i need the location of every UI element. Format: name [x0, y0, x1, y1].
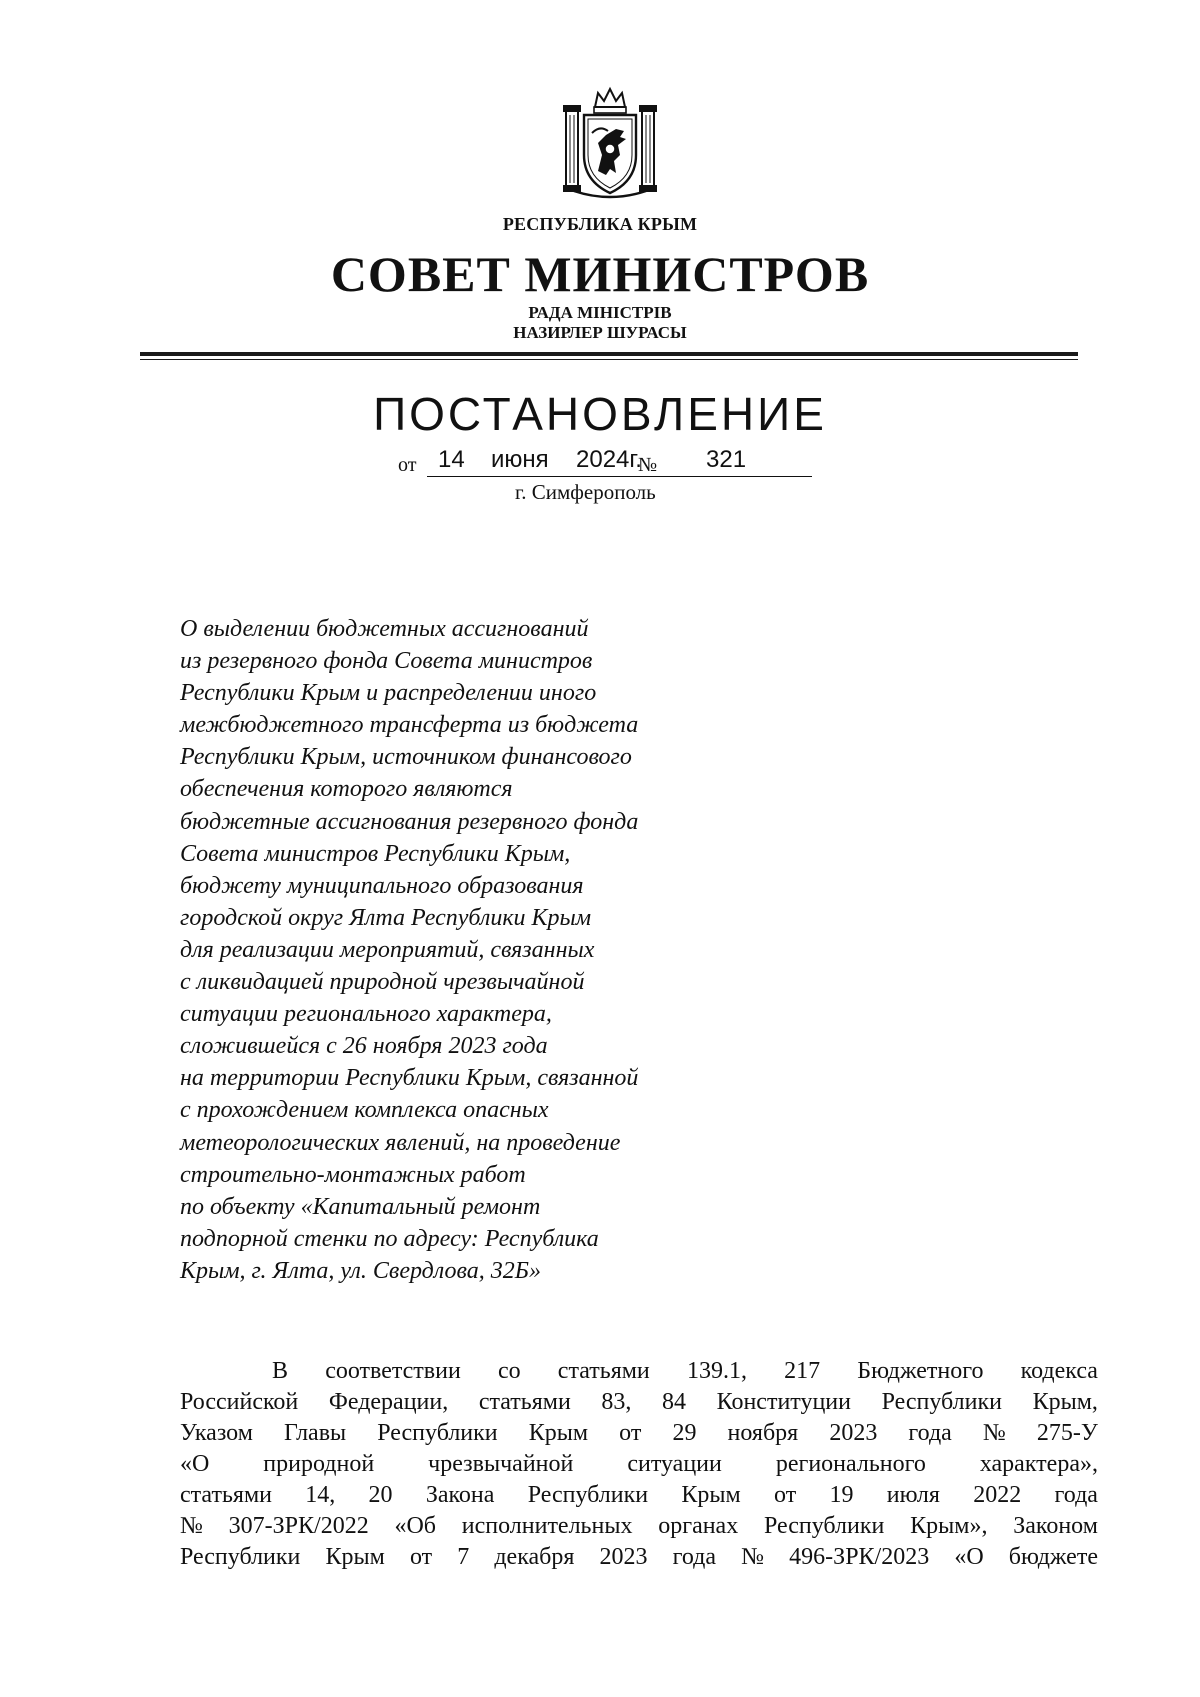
- body-word: Федерации,: [328, 1389, 449, 1415]
- subject-line: обеспечения которого являются: [180, 776, 513, 803]
- body-word: 14,: [305, 1482, 336, 1508]
- body-word: Крым»,: [910, 1513, 988, 1539]
- body-line: [180, 1387, 1098, 1418]
- body-word: «Об: [394, 1513, 436, 1539]
- subject-line: городской округ Ялта Республики Крым: [180, 904, 592, 931]
- body-word: исполнительных: [461, 1513, 633, 1539]
- body-word: характера»,: [979, 1451, 1098, 1477]
- body-word: декабря: [494, 1544, 575, 1570]
- body-word: бюджете: [1008, 1544, 1098, 1570]
- body-line: [180, 1418, 1098, 1449]
- subject-line: с ликвидацией природной чрезвычайной: [180, 969, 585, 996]
- header-divider-thin: [140, 359, 1078, 360]
- body-word: Республики: [527, 1482, 649, 1508]
- body-word: 83,: [601, 1389, 632, 1415]
- body-word: июля: [886, 1482, 940, 1508]
- subject-line: метеорологических явлений, на проведение: [180, 1129, 621, 1156]
- body-word: Крым: [528, 1420, 589, 1446]
- body-word: Законом: [1013, 1513, 1098, 1539]
- document-city: г. Симферополь: [515, 480, 656, 504]
- date-number-line: [398, 446, 818, 476]
- body-word: 20: [368, 1482, 393, 1508]
- body-word: Бюджетного: [857, 1358, 984, 1384]
- body-word: Республики: [881, 1389, 1002, 1415]
- subject-line: на территории Республики Крым, связанной: [180, 1065, 639, 1092]
- body-word: органах: [658, 1513, 739, 1539]
- council-title-ukrainian: РАДА МІНІСТРІВ: [528, 303, 672, 322]
- body-word: 275-У: [1036, 1420, 1098, 1446]
- body-word: №: [982, 1420, 1006, 1446]
- date-underline: [427, 476, 812, 477]
- body-word: «О: [180, 1451, 210, 1477]
- body-word: Конституции: [716, 1389, 851, 1415]
- document-subject: [180, 613, 740, 1287]
- subject-line: подпорной стенки по адресу: Республика: [180, 1225, 599, 1252]
- body-word: Крым,: [1032, 1389, 1098, 1415]
- body-word: Республики: [377, 1420, 498, 1446]
- body-word: ситуации: [627, 1451, 722, 1477]
- body-word: Закона: [425, 1482, 495, 1508]
- subject-line: О выделении бюджетных ассигнований: [180, 616, 589, 642]
- body-word: года: [672, 1544, 717, 1570]
- subject-line: Крым, г. Ялта, ул. Свердлова, 32Б»: [180, 1257, 541, 1284]
- body-word: соответствии: [325, 1358, 461, 1384]
- body-word: 29: [672, 1420, 697, 1446]
- document-month: июня: [491, 446, 549, 473]
- number-label: №: [638, 454, 658, 476]
- body-word: 307-ЗРК/2022: [228, 1513, 369, 1539]
- body-word: Республики: [180, 1544, 301, 1570]
- body-word: статьями: [557, 1358, 650, 1384]
- subject-line: межбюджетного трансферта из бюджета: [180, 712, 639, 739]
- body-word: статьями: [180, 1482, 272, 1508]
- document-type: ПОСТАНОВЛЕНИЕ: [373, 388, 827, 440]
- subject-line: из резервного фонда Совета министров: [180, 648, 593, 675]
- subject-line: с прохождением комплекса опасных: [180, 1097, 549, 1124]
- body-line: [180, 1356, 1098, 1387]
- subject-line: строительно-монтажных работ: [180, 1161, 526, 1188]
- body-word: Российской: [180, 1389, 299, 1415]
- from-label: от: [398, 454, 417, 476]
- subject-line: бюджетные ассигнования резервного фонда: [180, 808, 639, 835]
- subject-line: бюджету муниципального образования: [180, 872, 584, 899]
- body-word: 84: [662, 1389, 687, 1415]
- body-line: [180, 1449, 1098, 1480]
- body-word: №: [741, 1544, 765, 1570]
- republic-name: РЕСПУБЛИКА КРЫМ: [502, 214, 698, 234]
- body-word: природной: [263, 1451, 375, 1477]
- document-year: 2024г.: [576, 446, 642, 473]
- document-number: 321: [706, 446, 747, 473]
- document-body: [180, 1356, 1098, 1573]
- body-word: кодекса: [1020, 1358, 1098, 1384]
- body-word: 7: [457, 1544, 470, 1570]
- body-word: Указом: [180, 1420, 253, 1446]
- subject-line: Совета министров Республики Крым,: [180, 840, 571, 867]
- body-word: 217: [784, 1358, 821, 1384]
- council-title: СОВЕТ МИНИСТРОВ: [330, 246, 870, 302]
- body-word: от: [774, 1482, 797, 1508]
- body-word: от: [619, 1420, 642, 1446]
- body-word: статьями: [478, 1389, 571, 1415]
- body-word: Главы: [284, 1420, 347, 1446]
- body-word: 19: [829, 1482, 854, 1508]
- coat-of-arms-icon: [560, 85, 660, 200]
- body-word: 496-ЗРК/2023: [789, 1544, 930, 1570]
- subject-line: Республики Крым и распределении иного: [180, 680, 597, 707]
- body-word: №: [180, 1513, 203, 1539]
- body-word: В: [272, 1358, 289, 1384]
- body-word: со: [497, 1358, 521, 1384]
- subject-line: ситуации регионального характера,: [180, 1001, 552, 1028]
- council-title-crimean-tatar: НАЗИРЛЕР ШУРАСЫ: [513, 323, 687, 342]
- body-word: Крым: [325, 1544, 385, 1570]
- body-word: от: [409, 1544, 433, 1570]
- subject-line: по объекту «Капитальный ремонт: [180, 1193, 541, 1220]
- subject-line: Республики Крым, источником финансового: [180, 744, 632, 771]
- body-word: 2023: [599, 1544, 648, 1570]
- header-divider: [140, 352, 1078, 356]
- body-word: года: [908, 1420, 952, 1446]
- body-line: [180, 1511, 1098, 1542]
- body-word: 2022: [973, 1482, 1022, 1508]
- body-word: ноября: [727, 1420, 799, 1446]
- body-word: регионального: [775, 1451, 926, 1477]
- body-word: 2023: [829, 1420, 878, 1446]
- body-word: Крым: [681, 1482, 741, 1508]
- subject-line: для реализации мероприятий, связанных: [180, 936, 595, 963]
- body-word: «О: [954, 1544, 984, 1570]
- body-word: Республики: [763, 1513, 885, 1539]
- document-day: 14: [438, 446, 465, 473]
- body-line: [180, 1542, 1098, 1573]
- body-word: чрезвычайной: [428, 1451, 574, 1477]
- body-word: 139.1,: [686, 1358, 747, 1384]
- body-word: года: [1054, 1482, 1098, 1508]
- subject-line: сложившейся с 26 ноября 2023 года: [180, 1033, 548, 1060]
- body-line: [180, 1480, 1098, 1511]
